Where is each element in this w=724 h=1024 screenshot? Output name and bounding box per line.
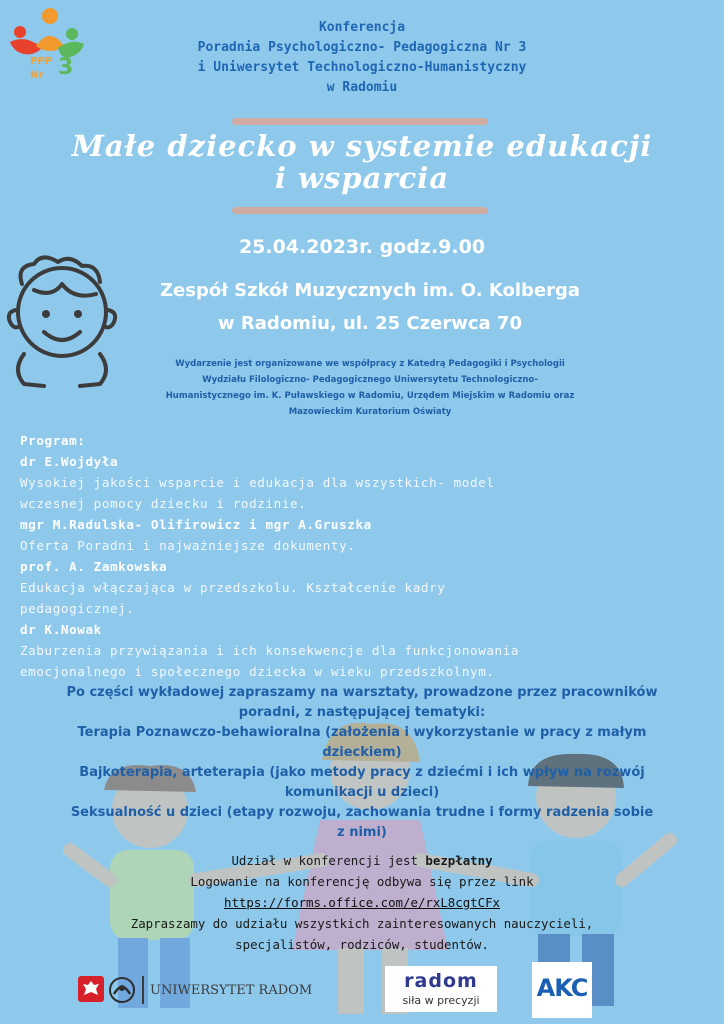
cooperation-line-3: Humanistycznego im. K. Puławskiego w Radomiu, Urzędem Miejskim w Radomiu oraz	[165, 391, 575, 401]
university-logo-divider	[142, 976, 144, 1004]
akc-logo-text: AKC	[536, 974, 588, 1002]
workshop-topic-1-line-2: dzieckiem)	[322, 745, 402, 760]
free-participation	[0, 850, 724, 871]
program-section	[20, 430, 710, 682]
program-speaker-2: mgr M.Radulska- Olifirowicz i mgr A.Gruszka	[20, 517, 372, 532]
decorative-stroke-bottom	[232, 207, 488, 214]
cooperation-line-2: Wydziału Filologiczno- Pedagogicznego Uniwersytetu Technologiczno-	[202, 375, 538, 385]
workshop-topic-3-line-2: z nimi)	[337, 825, 387, 840]
free-participation-prefix: Udział w konferencji jest	[231, 853, 426, 868]
svg-text:Nr: Nr	[30, 70, 44, 81]
workshops-intro-line-2: poradni, z następującej tematyki:	[238, 705, 486, 720]
free-participation-word: bezpłatny	[425, 853, 493, 868]
radom-city-logo	[385, 966, 497, 1012]
event-datetime: 25.04.2023r. godz.9.00	[238, 236, 486, 258]
workshop-topic-2-line-1: Bajkoterapia, arteterapia (jako metody pracy z dziećmi i ich wpływ na rozwój	[79, 765, 645, 780]
program-topic-4-line-1: Zaburzenia przywiązania i ich konsekwencje dla funkcjonowania	[20, 643, 520, 658]
workshops-intro-line-1: Po części wykładowej zapraszamy na warsztaty, prowadzone przez pracowników	[66, 685, 658, 700]
akc-logo	[532, 962, 592, 1018]
program-topic-3-line-1: Edukacja włączająca w przedszkolu. Kształcenie kadry	[20, 580, 446, 595]
event-title-line-1: Małe dziecko w systemie edukacji	[71, 129, 653, 163]
organizer-line-4: w Radomiu	[326, 80, 398, 95]
event-venue	[120, 274, 620, 340]
invite-line-1: Zapraszamy do udziału wszystkich zainteresowanych nauczycieli,	[130, 916, 594, 931]
svg-text:PPP: PPP	[30, 56, 52, 67]
organizer-line-3: i Uniwersytet Technologiczno-Humanistyczny	[197, 60, 527, 75]
event-title-line-2: i wsparcia	[274, 161, 450, 195]
program-topic-4-line-2: emocjonalnego i społecznego dziecka w wieku przedszkolnym.	[20, 664, 495, 679]
workshop-topic-2-line-2: komunikacji u dzieci)	[284, 785, 440, 800]
decorative-stroke-top	[232, 118, 488, 125]
svg-text:3: 3	[58, 55, 74, 80]
cooperation-line-4: Mazowieckim Kuratorium Oświaty	[288, 407, 452, 417]
university-name: UNIWERSYTET RADOM	[150, 983, 313, 998]
organizer-line-2: Poradnia Psychologiczno- Pedagogiczna Nr 3	[197, 40, 527, 55]
radom-logo-tagline: siła w precyzji	[402, 994, 480, 1007]
cooperation-line-1: Wydarzenie jest organizowane we współpracy z Katedrą Pedagogiki i Psychologii	[175, 359, 565, 369]
participation-info	[0, 850, 724, 955]
invite-line-2: specjalistów, rodziców, studentów.	[235, 937, 489, 952]
university-logo	[108, 974, 358, 1008]
login-info: Logowanie na konferencję odbywa się przez link	[190, 874, 534, 889]
workshop-topic-3-line-1: Seksualność u dzieci (etapy rozwoju, zachowania trudne i formy radzenia sobie	[70, 805, 654, 820]
venue-line-2: w Radomiu, ul. 25 Czerwca 70	[218, 313, 522, 334]
program-speaker-1: dr E.Wojdyła	[20, 454, 119, 469]
cooperation-note	[135, 356, 605, 420]
radom-logo-name: radom	[404, 970, 478, 992]
organizer-line-1: Konferencja	[318, 20, 406, 35]
program-speaker-4: dr K.Nowak	[20, 622, 102, 637]
registration-link[interactable]: https://forms.office.com/e/rxL8cgtCFx	[223, 895, 500, 910]
program-topic-1-line-2: wczesnej pomocy dziecku i rodzinie.	[20, 496, 307, 511]
program-topic-1-line-1: Wysokiej jakości wsparcie i edukacja dla wszystkich- model	[20, 475, 495, 490]
program-topic-2-line-1: Oferta Poradni i najważniejsze dokumenty.	[20, 538, 356, 553]
organizer-header	[0, 18, 724, 98]
child-face-illustration	[4, 250, 124, 396]
polish-eagle-emblem	[78, 976, 104, 1002]
program-speaker-3: prof. A. Zamkowska	[20, 559, 168, 574]
university-emblem-icon	[108, 976, 136, 1004]
venue-line-1: Zespół Szkół Muzycznych im. O. Kolberga	[159, 280, 580, 301]
workshops-section	[36, 683, 688, 843]
workshop-topic-1-line-1: Terapia Poznawczo-behawioralna (założenia i wykorzystanie w pracy z małym	[77, 725, 647, 740]
program-heading: Program:	[20, 433, 86, 448]
program-topic-3-line-2: pedagogicznej.	[20, 601, 135, 616]
event-title	[30, 130, 694, 194]
